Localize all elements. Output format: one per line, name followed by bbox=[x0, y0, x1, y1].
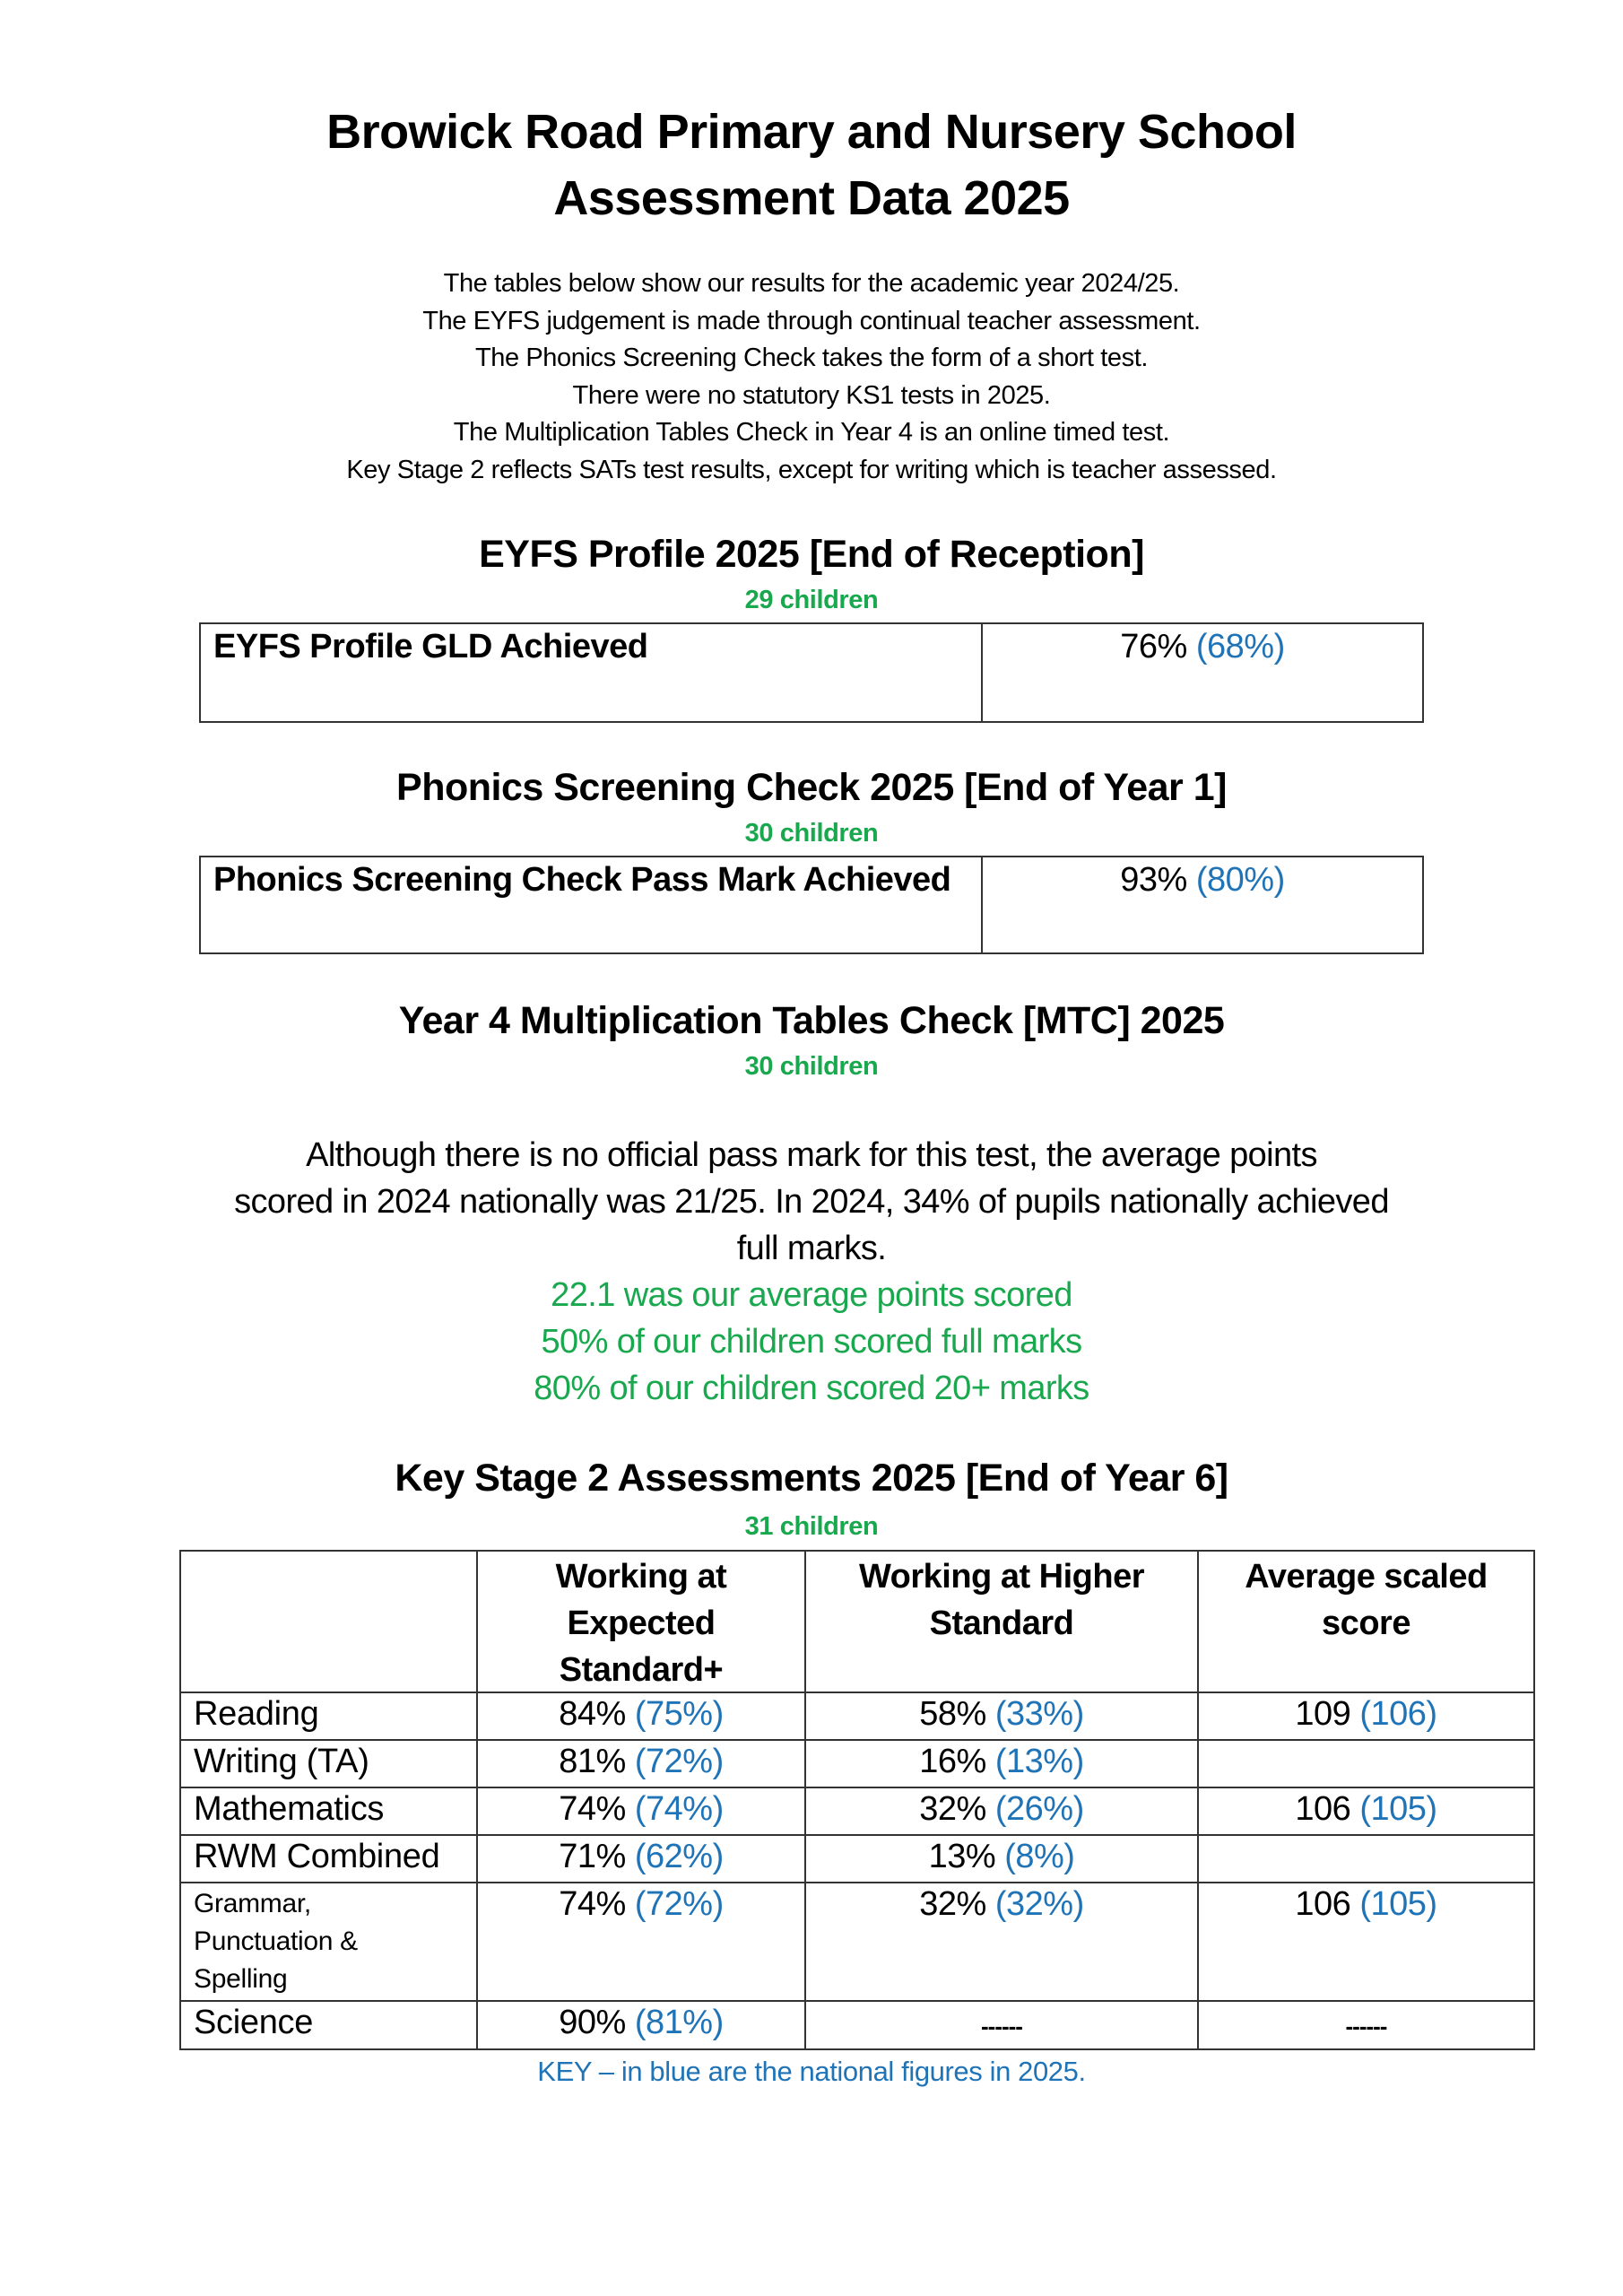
eyfs-national-figure: (68%) bbox=[1195, 628, 1285, 665]
ks2-children-count: 31 children bbox=[744, 1512, 879, 1541]
phonics-result bbox=[983, 861, 1422, 900]
ks2-science-expected: 90% (81%) bbox=[559, 2004, 724, 2041]
phonics-children-count: 30 children bbox=[744, 819, 879, 848]
ks2-row-divider bbox=[179, 1692, 1535, 1693]
ks2-writing-expected: 81% (72%) bbox=[559, 1743, 724, 1780]
intro-line: The EYFS judgement is made through continual teacher assessment. bbox=[422, 306, 1201, 335]
phonics-heading: Phonics Screening Check 2025 [End of Year 1] bbox=[396, 766, 1227, 809]
ks2-row-divider bbox=[179, 1787, 1535, 1788]
ks2-science-score-na: ------ bbox=[1345, 2013, 1387, 2039]
ks2-row-divider bbox=[179, 2000, 1535, 2002]
ks2-row-divider bbox=[179, 1834, 1535, 1836]
ks2-rwm-higher: 13% (8%) bbox=[928, 1838, 1075, 1875]
ks2-row-label-writing: Writing (TA) bbox=[194, 1743, 369, 1780]
ks2-row-label-rwm: RWM Combined bbox=[194, 1838, 440, 1875]
ks2-col-header-higher: Working at Higher Standard bbox=[858, 1558, 1145, 1642]
mtc-20-plus-marks: 80% of our children scored 20+ marks bbox=[534, 1370, 1089, 1407]
ks2-science-higher-na: ------ bbox=[981, 2013, 1022, 2039]
eyfs-row-label: EYFS Profile GLD Achieved bbox=[213, 628, 648, 665]
intro-line: There were no statutory KS1 tests in 2025. bbox=[572, 380, 1051, 410]
mtc-paragraph bbox=[0, 1132, 1623, 1412]
mtc-paragraph-line: full marks. bbox=[736, 1230, 887, 1267]
mtc-paragraph-line: scored in 2024 nationally was 21/25. In 2024, 34% of pupils nationally achieved bbox=[234, 1183, 1389, 1221]
ks2-reading-higher: 58% (33%) bbox=[919, 1695, 1084, 1733]
eyfs-school-figure: 76% bbox=[1120, 628, 1187, 665]
page-title bbox=[0, 99, 1623, 231]
ks2-writing-higher: 16% (13%) bbox=[919, 1743, 1084, 1780]
intro-line: Key Stage 2 reflects SATs test results, except for writing which is teacher assessed. bbox=[346, 455, 1277, 484]
intro-line: The Multiplication Tables Check in Year 4 is an online timed test. bbox=[453, 418, 1170, 447]
ks2-row-label-mathematics: Mathematics bbox=[194, 1790, 385, 1828]
ks2-heading: Key Stage 2 Assessments 2025 [End of Year 6] bbox=[395, 1457, 1228, 1500]
eyfs-heading: EYFS Profile 2025 [End of Reception] bbox=[479, 533, 1144, 576]
mtc-average-points: 22.1 was our average points scored bbox=[551, 1276, 1072, 1314]
mtc-children-count: 30 children bbox=[744, 1052, 879, 1081]
ks2-reading-expected: 84% (75%) bbox=[559, 1695, 724, 1733]
ks2-col-header-scaled-score: Average scaled score bbox=[1245, 1558, 1488, 1642]
mtc-paragraph-line: Although there is no official pass mark for this test, the average points bbox=[306, 1136, 1317, 1174]
ks2-row-label-science: Science bbox=[194, 2004, 314, 2041]
ks2-maths-score: 106 (105) bbox=[1295, 1790, 1437, 1828]
ks2-row-label-reading: Reading bbox=[194, 1695, 319, 1733]
national-figures-key: KEY – in blue are the national figures in 2025. bbox=[537, 2056, 1086, 2087]
intro-line: The Phonics Screening Check takes the form of a short test. bbox=[474, 344, 1149, 372]
mtc-full-marks: 50% of our children scored full marks bbox=[541, 1323, 1082, 1361]
phonics-row-label: Phonics Screening Check Pass Mark Achieved bbox=[213, 861, 951, 899]
eyfs-children-count: 29 children bbox=[744, 586, 879, 614]
intro-text bbox=[0, 265, 1623, 489]
intro-line: The tables below show our results for the academic year 2024/25. bbox=[443, 269, 1180, 298]
title-line-2: Assessment Data 2025 bbox=[553, 171, 1070, 225]
mtc-heading: Year 4 Multiplication Tables Check [MTC] 2025 bbox=[398, 999, 1225, 1042]
ks2-row-label-gps: Grammar, Punctuation & Spelling bbox=[194, 1889, 358, 1994]
ks2-rwm-expected: 71% (62%) bbox=[559, 1838, 724, 1875]
ks2-gps-expected: 74% (72%) bbox=[559, 1885, 724, 1923]
eyfs-result bbox=[983, 628, 1422, 666]
ks2-gps-higher: 32% (32%) bbox=[919, 1885, 1084, 1923]
phonics-national-figure: (80%) bbox=[1195, 861, 1285, 899]
ks2-maths-expected: 74% (74%) bbox=[559, 1790, 724, 1828]
title-line-1: Browick Road Primary and Nursery School bbox=[326, 105, 1297, 159]
ks2-row-divider bbox=[179, 1882, 1535, 1883]
phonics-school-figure: 93% bbox=[1120, 861, 1187, 899]
ks2-col-header-expected: Working at Expected Standard+ bbox=[555, 1558, 727, 1689]
ks2-row-divider bbox=[179, 1739, 1535, 1741]
ks2-reading-score: 109 (106) bbox=[1295, 1695, 1437, 1733]
ks2-gps-score: 106 (105) bbox=[1295, 1885, 1437, 1923]
ks2-maths-higher: 32% (26%) bbox=[919, 1790, 1084, 1828]
